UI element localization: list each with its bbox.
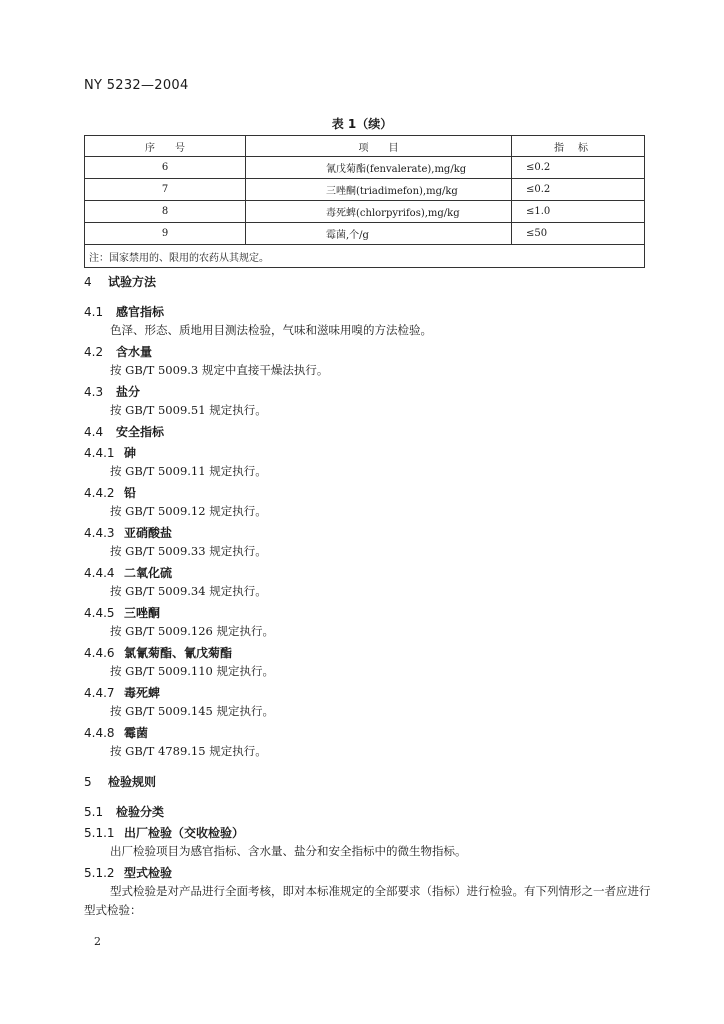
section-text: 色泽、形态、质地用目测法检验，气味和滋味用嗅的方法检验。 [110,323,432,337]
row-item: 氰戊菊酯(fenvalerate),mg/kg [246,157,512,179]
section-heading-4-1: 4.1 感官指标 [84,305,165,319]
section-text: 按 GB/T 5009.33 规定执行。 [110,544,267,558]
row-value: ≤1.0 [512,201,645,223]
section-text: 按 GB/T 5009.3 规定中直接干燥法执行。 [110,363,329,377]
row-no: 9 [85,223,246,245]
section-heading-4-4-5: 4.4.5 三唑酮 [84,606,161,620]
section-text: 型式检验是对产品进行全面考核，即对本标准规定的全部要求（指标）进行检验。有下列情形之一者应进行型式检验： [84,884,651,917]
section-text: 出厂检验项目为感官指标、含水量、盐分和安全指标中的微生物指标。 [110,844,467,858]
row-value: ≤0.2 [512,157,645,179]
section-heading-5-1: 5.1 检验分类 [84,805,165,819]
column-header-item: 项 目 [246,136,512,157]
section-heading-4-4-6: 4.4.6 氯氰菊酯、氰戊菊酯 [84,646,233,660]
section-heading-4-4-7: 4.4.7 毒死蜱 [84,686,161,700]
row-value: ≤50 [512,223,645,245]
section-heading-4-4-1: 4.4.1 砷 [84,446,137,460]
row-item: 毒死蜱(chlorpyrifos),mg/kg [246,201,512,223]
table-header-row [85,136,645,157]
table-note: 注：国家禁用的、限用的农药从其规定。 [85,245,645,268]
table-row [85,157,645,179]
standard-number: NY 5232—2004 [84,78,189,93]
table-note-row [85,245,645,268]
column-header-no: 序 号 [85,136,246,157]
column-header-value: 指标 [512,136,645,157]
section-heading-5: 5 检验规则 [84,775,157,789]
section-heading-4: 4 试验方法 [84,275,157,289]
section-text: 按 GB/T 5009.126 规定执行。 [110,624,275,638]
section-text: 按 GB/T 5009.110 规定执行。 [110,664,275,678]
section-heading-4-4-4: 4.4.4 二氧化硫 [84,566,173,580]
section-heading-4-4-8: 4.4.8 霉菌 [84,726,149,740]
section-text: 按 GB/T 5009.145 规定执行。 [110,704,275,718]
section-heading-5-1-2: 5.1.2 型式检验 [84,866,173,880]
document-body [84,274,654,920]
table-row [85,179,645,201]
section-text: 按 GB/T 5009.12 规定执行。 [110,504,267,518]
row-no: 8 [85,201,246,223]
row-no: 7 [85,179,246,201]
row-item: 三唑酮(triadimefon),mg/kg [246,179,512,201]
row-value: ≤0.2 [512,179,645,201]
section-heading-4-4-3: 4.4.3 亚硝酸盐 [84,526,173,540]
section-heading-5-1-1: 5.1.1 出厂检验（交收检验） [84,826,245,840]
section-text: 按 GB/T 4789.15 规定执行。 [110,744,267,758]
table-row [85,223,645,245]
section-text: 按 GB/T 5009.11 规定执行。 [110,464,267,478]
indicator-table [84,135,645,268]
table-row [85,201,645,223]
table-caption: 表 1（续） [331,117,393,131]
row-item: 霉菌,个/g [246,223,512,245]
section-heading-4-4-2: 4.4.2 铅 [84,486,137,500]
section-heading-4-3: 4.3 盐分 [84,385,141,399]
section-text: 按 GB/T 5009.34 规定执行。 [110,584,267,598]
section-text: 按 GB/T 5009.51 规定执行。 [110,403,267,417]
page-number: 2 [94,935,101,948]
row-no: 6 [85,157,246,179]
section-heading-4-4: 4.4 安全指标 [84,425,165,439]
section-heading-4-2: 4.2 含水量 [84,345,153,359]
